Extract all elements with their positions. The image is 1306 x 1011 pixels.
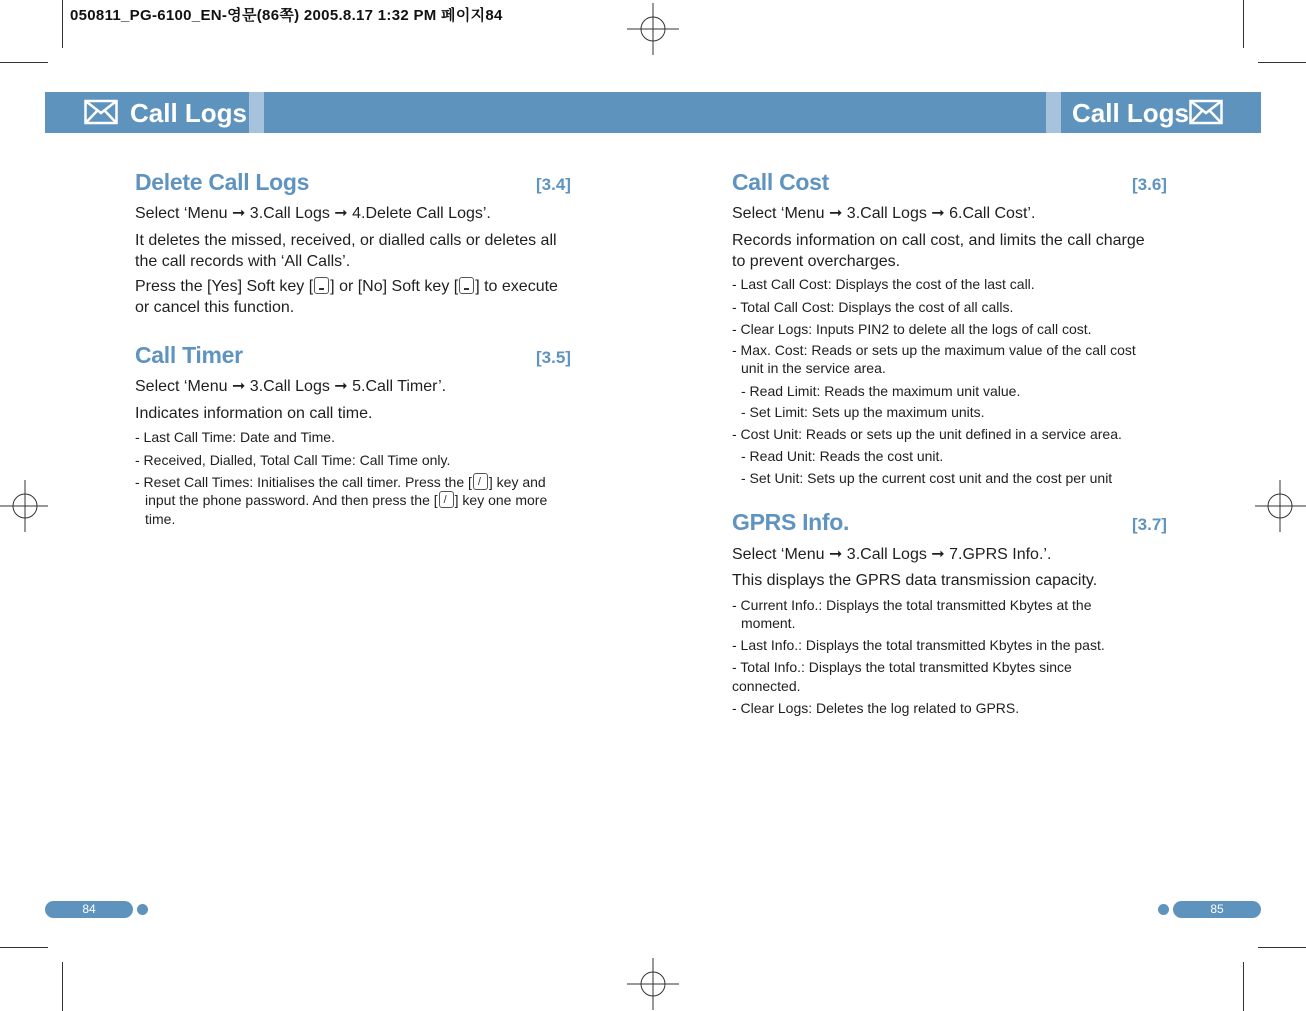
paragraph: It deletes the missed, received, or dialled calls or deletes all bbox=[135, 232, 557, 249]
list-item: time. bbox=[145, 511, 176, 527]
registration-mark-icon bbox=[0, 480, 48, 532]
menu-path bbox=[135, 203, 491, 224]
arrow-right-icon: ➞ bbox=[334, 378, 348, 395]
paragraph: This displays the GPRS data transmission capacity. bbox=[732, 572, 1098, 589]
crop-mark bbox=[62, 0, 63, 48]
list-item: - Max. Cost: Reads or sets up the maximum value of the call cost bbox=[732, 342, 1136, 358]
path-text: Select ‘Menu bbox=[135, 205, 232, 222]
print-slug: 050811_PG-6100_EN-영문(86쪽) 2005.8.17 1:32 PM 페이지84 bbox=[70, 7, 503, 24]
page-dot bbox=[137, 904, 148, 915]
text: ] or [No] Soft key [ bbox=[330, 278, 459, 295]
registration-mark-icon bbox=[627, 3, 679, 55]
paragraph bbox=[135, 276, 558, 297]
path-text: 3.Call Logs bbox=[245, 205, 335, 222]
list-item: - Total Info.: Displays the total transmitted Kbytes since bbox=[732, 659, 1072, 675]
list-item: - Last Call Time: Date and Time. bbox=[135, 429, 335, 445]
paragraph: the call records with ‘All Calls’. bbox=[135, 253, 351, 270]
key-icon bbox=[439, 491, 454, 508]
page-number-right: 85 bbox=[1173, 901, 1261, 918]
envelope-icon bbox=[1189, 99, 1223, 125]
paragraph: or cancel this function. bbox=[135, 299, 295, 316]
list-item: - Received, Dialled, Total Call Time: Call Time only. bbox=[135, 452, 451, 468]
list-item: - Clear Logs: Inputs PIN2 to delete all the logs of call cost. bbox=[732, 321, 1092, 337]
menu-path bbox=[135, 376, 446, 397]
crop-mark bbox=[1243, 962, 1244, 1011]
section-title-call-cost: Call Cost bbox=[732, 169, 829, 195]
text: ] key and bbox=[488, 474, 546, 490]
list-item: connected. bbox=[732, 678, 801, 694]
arrow-right-icon: ➞ bbox=[828, 205, 843, 222]
paragraph: Records information on call cost, and limits the call charge bbox=[732, 232, 1145, 249]
menu-path bbox=[732, 544, 1051, 565]
list-item: moment. bbox=[741, 615, 796, 631]
text: ] key one more bbox=[454, 492, 548, 508]
registration-mark-icon bbox=[1255, 480, 1306, 532]
list-item: - Set Unit: Sets up the current cost unit and the cost per unit bbox=[741, 470, 1113, 486]
header-title-left: Call Logs bbox=[130, 98, 248, 128]
crop-mark bbox=[62, 962, 63, 1011]
list-item: - Set Limit: Sets up the maximum units. bbox=[741, 404, 985, 420]
crop-mark bbox=[1258, 947, 1306, 948]
list-item bbox=[145, 491, 547, 510]
crop-mark bbox=[1258, 62, 1306, 63]
arrow-right-icon: ➞ bbox=[828, 546, 843, 563]
list-item: - Total Call Cost: Displays the cost of all calls. bbox=[732, 299, 1014, 315]
list-item: - Read Limit: Reads the maximum unit value. bbox=[741, 383, 1021, 399]
page-dot bbox=[1158, 904, 1169, 915]
list-item: unit in the service area. bbox=[741, 360, 886, 376]
section-number: [3.5] bbox=[536, 348, 571, 367]
registration-mark-icon bbox=[627, 958, 679, 1010]
list-item: - Current Info.: Displays the total transmitted Kbytes at the bbox=[732, 597, 1092, 613]
list-item: - Clear Logs: Deletes the log related to GPRS. bbox=[732, 700, 1020, 716]
crop-mark bbox=[0, 62, 48, 63]
path-text: 4.Delete Call Logs’. bbox=[347, 205, 491, 222]
soft-key-icon bbox=[314, 277, 329, 294]
soft-key-icon bbox=[459, 277, 474, 294]
path-text: 7.GPRS Info.’. bbox=[944, 546, 1052, 563]
key-icon bbox=[473, 473, 488, 490]
paragraph: to prevent overcharges. bbox=[732, 253, 901, 270]
header-strip bbox=[1046, 92, 1061, 133]
header-title-right: Call Logs bbox=[1072, 98, 1190, 128]
list-item: - Cost Unit: Reads or sets up the unit defined in a service area. bbox=[732, 426, 1122, 442]
path-text: 3.Call Logs bbox=[245, 378, 335, 395]
path-text: Select ‘Menu bbox=[135, 378, 232, 395]
section-title-gprs-info: GPRS Info. bbox=[732, 509, 850, 535]
section-number: [3.6] bbox=[1132, 175, 1167, 194]
arrow-right-icon: ➞ bbox=[931, 546, 945, 563]
arrow-right-icon: ➞ bbox=[231, 378, 246, 395]
arrow-right-icon: ➞ bbox=[334, 205, 348, 222]
text: ] to execute bbox=[475, 278, 558, 295]
path-text: Select ‘Menu bbox=[732, 546, 829, 563]
envelope-icon bbox=[84, 99, 118, 125]
menu-path bbox=[732, 203, 1035, 224]
header-strip bbox=[249, 92, 264, 133]
path-text: 3.Call Logs bbox=[842, 205, 932, 222]
list-item: - Last Info.: Displays the total transmitted Kbytes in the past. bbox=[732, 637, 1105, 653]
page-number-left: 84 bbox=[45, 901, 133, 918]
arrow-right-icon: ➞ bbox=[931, 205, 945, 222]
list-item: - Last Call Cost: Displays the cost of the last call. bbox=[732, 276, 1035, 292]
crop-mark bbox=[1243, 0, 1244, 48]
path-text: 5.Call Timer’. bbox=[347, 378, 447, 395]
section-title-call-timer: Call Timer bbox=[135, 342, 243, 368]
section-title-delete-call-logs: Delete Call Logs bbox=[135, 169, 310, 195]
section-number: [3.7] bbox=[1132, 515, 1167, 534]
text: - Reset Call Times: Initialises the call timer. Press the [ bbox=[135, 474, 472, 490]
section-number: [3.4] bbox=[536, 175, 571, 194]
text: Press the [Yes] Soft key [ bbox=[135, 278, 314, 295]
text: input the phone password. And then press the [ bbox=[145, 492, 438, 508]
paragraph: Indicates information on call time. bbox=[135, 405, 373, 422]
path-text: 3.Call Logs bbox=[842, 546, 932, 563]
list-item bbox=[135, 473, 546, 492]
arrow-right-icon: ➞ bbox=[231, 205, 246, 222]
path-text: 6.Call Cost’. bbox=[944, 205, 1036, 222]
crop-mark bbox=[0, 947, 48, 948]
path-text: Select ‘Menu bbox=[732, 205, 829, 222]
list-item: - Read Unit: Reads the cost unit. bbox=[741, 448, 944, 464]
